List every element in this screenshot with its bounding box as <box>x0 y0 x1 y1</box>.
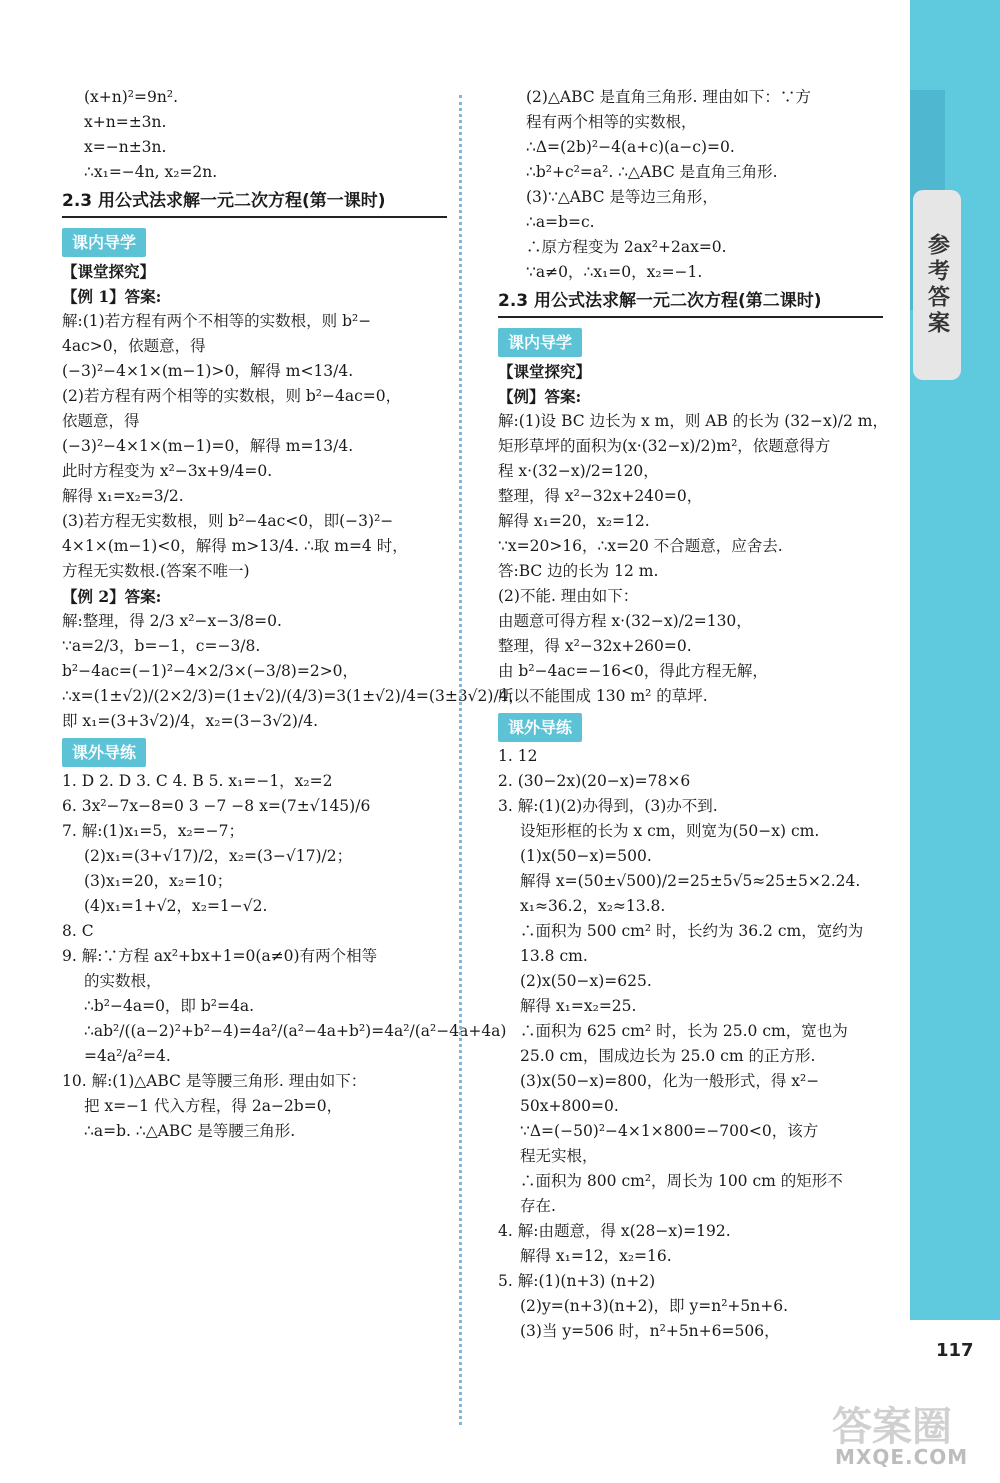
text-line: ∴b²+c²=a². ∴△ABC 是直角三角形. <box>526 163 778 181</box>
text-line: 整理，得 x²−32x+260=0. <box>498 637 692 655</box>
text-line: (3)若方程无实数根，则 b²−4ac<0，即(−3)²− <box>62 512 394 530</box>
text-line: (2)不能. 理由如下： <box>498 587 639 605</box>
text-line: ∵Δ=(−50)²−4×1×800=−700<0，该方 <box>520 1122 819 1140</box>
text-line: 答:BC 边的长为 12 m. <box>498 562 659 580</box>
text-line: 所以不能围成 130 m² 的草坪. <box>498 687 708 705</box>
text-line: ∴面积为 500 cm² 时，长约为 36.2 cm，宽约为 <box>520 922 864 940</box>
text-line: (3)当 y=506 时，n²+5n+6=506， <box>520 1322 780 1340</box>
section-tag: 课外导练 <box>62 738 146 767</box>
text-line: ∴Δ=(2b)²−4(a+c)(a−c)=0. <box>526 138 735 156</box>
text-line: 3. 解:(1)(2)办得到，(3)办不到. <box>498 797 718 815</box>
text-line: 2. (30−2x)(20−x)=78×6 <box>498 772 691 790</box>
text-line: ∵a≠0，∴x₁=0，x₂=−1. <box>526 263 703 281</box>
text-line: ∴a=b=c. <box>526 213 595 231</box>
text-line: 整理，得 x²−32x+240=0， <box>498 487 703 505</box>
text-line: 【例 1】答案: <box>62 287 162 306</box>
text-line: 【例】答案: <box>498 387 582 406</box>
text-line: 【例 2】答案: <box>62 587 162 606</box>
text-line: (1)x(50−x)=500. <box>520 847 652 865</box>
text-line: 解得 x=(50±√500)/2=25±5√5≈25±5×2.24. <box>520 872 861 890</box>
text-line: ∴ab²/((a−2)²+b²−4)=4a²/(a²−4a+b²)=4a²/(a²−4a+4a) <box>84 1022 507 1040</box>
text-line: (−3)²−4×1×(m−1)=0，解得 m=13/4. <box>62 437 354 455</box>
text-line: 解:整理，得 2/3 x²−x−3/8=0. <box>62 612 282 630</box>
text-line: 把 x=−1 代入方程，得 2a−2b=0， <box>84 1097 343 1115</box>
text-line: 程 x·(32−x)/2=120， <box>498 462 659 480</box>
section-tag: 课内导学 <box>498 328 582 357</box>
text-line: 7. 解:(1)x₁=5，x₂=−7； <box>62 822 244 840</box>
text-line: (4)x₁=1+√2，x₂=1−√2. <box>84 897 268 915</box>
text-line: 解得 x₁=12，x₂=16. <box>520 1247 672 1265</box>
text-line: 25.0 cm，围成边长为 25.0 cm 的正方形. <box>520 1047 816 1065</box>
text-line: 解:(1)若方程有两个不相等的实数根，则 b²− <box>62 312 372 330</box>
page-number: 117 <box>936 1340 974 1361</box>
text-line: ∴面积为 625 cm² 时，长为 25.0 cm，宽也为 <box>520 1022 848 1040</box>
text-line: (3)x(50−x)=800，化为一般形式，得 x²− <box>520 1072 820 1090</box>
text-line: (2)x(50−x)=625. <box>520 972 652 990</box>
text-line: x₁≈36.2，x₂≈13.8. <box>520 897 666 915</box>
text-line: 设矩形框的长为 x cm，则宽为(50−x) cm. <box>520 822 820 840</box>
text-line: (2)y=(n+3)(n+2)，即 y=n²+5n+6. <box>520 1297 789 1315</box>
text-line: ∵x=20>16，∴x=20 不合题意，应舍去. <box>498 537 783 555</box>
text-line: 50x+800=0. <box>520 1097 619 1115</box>
section-tag: 课外导练 <box>498 713 582 742</box>
text-line: 解:(1)设 BC 边长为 x m，则 AB 的长为 (32−x)/2 m， <box>498 412 888 430</box>
text-line: x+n=±3n. <box>84 113 167 131</box>
text-line: 4ac>0，依题意，得 <box>62 337 206 355</box>
text-line: 4. 解:由题意，得 x(28−x)=192. <box>498 1222 731 1240</box>
text-line: 1. 12 <box>498 747 538 765</box>
text-line: (2)x₁=(3+√17)/2，x₂=(3−√17)/2； <box>84 847 353 865</box>
left-column <box>62 85 525 1144</box>
text-line: ∴x=(1±√2)/(2×2/3)=(1±√2)/(4/3)=3(1±√2)/4=(3±3√2)/4， <box>62 687 525 705</box>
text-line: b²−4ac=(−1)²−4×2/3×(−3/8)=2>0， <box>62 662 359 680</box>
text-line: 的实数根， <box>84 972 162 990</box>
text-line: 【课堂探究】 <box>62 262 156 281</box>
text-line: (2)△ABC 是直角三角形. 理由如下：∵方 <box>526 88 811 106</box>
text-line: (3)x₁=20，x₂=10； <box>84 872 233 890</box>
text-line: 9. 解:∵方程 ax²+bx+1=0(a≠0)有两个相等 <box>62 947 378 965</box>
text-line: 方程无实数根.(答案不唯一) <box>62 562 250 580</box>
text-line: (2)若方程有两个相等的实数根，则 b²−4ac=0， <box>62 387 402 405</box>
text-line: 解得 x₁=x₂=3/2. <box>62 487 184 505</box>
text-line: 1. D 2. D 3. C 4. B 5. x₁=−1，x₂=2 <box>62 772 333 790</box>
section-tag: 课内导学 <box>62 228 146 257</box>
text-line: 13.8 cm. <box>520 947 588 965</box>
text-line: ∴x₁=−4n, x₂=2n. <box>84 163 218 181</box>
section-title: 2.3 用公式法求解一元二次方程(第二课时) <box>498 289 883 318</box>
text-line: 4×1×(m−1)<0，解得 m>13/4. ∴取 m=4 时， <box>62 537 408 555</box>
column-divider <box>459 95 462 1425</box>
section-title: 2.3 用公式法求解一元二次方程(第一课时) <box>62 189 447 218</box>
text-line: (x+n)²=9n². <box>84 88 178 106</box>
text-line: 程无实根， <box>520 1147 598 1165</box>
watermark-text: MXQE.COM <box>835 1445 969 1469</box>
right-column <box>498 85 888 1344</box>
text-line: =4a²/a²=4. <box>84 1047 171 1065</box>
side-label-answers: 参考答案 <box>913 190 961 380</box>
text-line: 依题意，得 <box>62 412 140 430</box>
text-line: ∴b²−4a=0，即 b²=4a. <box>84 997 255 1015</box>
text-line: 即 x₁=(3+3√2)/4，x₂=(3−3√2)/4. <box>62 712 318 730</box>
text-line: ∴面积为 800 cm²，周长为 100 cm 的矩形不 <box>520 1172 843 1190</box>
text-line: ∴a=b. ∴△ABC 是等腰三角形. <box>84 1122 296 1140</box>
text-line: 矩形草坪的面积为(x·(32−x)/2)m²，依题意得方 <box>498 437 831 455</box>
text-line: 此时方程变为 x²−3x+9/4=0. <box>62 462 273 480</box>
text-line: 【课堂探究】 <box>498 362 592 381</box>
text-line: ∵a=2/3，b=−1，c=−3/8. <box>62 637 261 655</box>
text-line: 5. 解:(1)(n+3) (n+2) <box>498 1272 656 1290</box>
text-line: 10. 解:(1)△ABC 是等腰三角形. 理由如下： <box>62 1072 367 1090</box>
text-line: (3)∵△ABC 是等边三角形， <box>526 188 718 206</box>
text-line: 8. C <box>62 922 94 940</box>
text-line: ∴原方程变为 2ax²+2ax=0. <box>526 238 727 256</box>
watermark-logo: 答案圈 <box>832 1404 952 1450</box>
text-line: 解得 x₁=20，x₂=12. <box>498 512 650 530</box>
text-line: 由 b²−4ac=−16<0，得此方程无解， <box>498 662 768 680</box>
text-line: 解得 x₁=x₂=25. <box>520 997 637 1015</box>
text-line: 6. 3x²−7x−8=0 3 −7 −8 x=(7±√145)/6 <box>62 797 371 815</box>
text-line: 由题意可得方程 x·(32−x)/2=130， <box>498 612 752 630</box>
text-line: 程有两个相等的实数根， <box>526 113 697 131</box>
text-line: 存在. <box>520 1197 556 1215</box>
text-line: x=−n±3n. <box>84 138 167 156</box>
text-line: (−3)²−4×1×(m−1)>0，解得 m<13/4. <box>62 362 354 380</box>
